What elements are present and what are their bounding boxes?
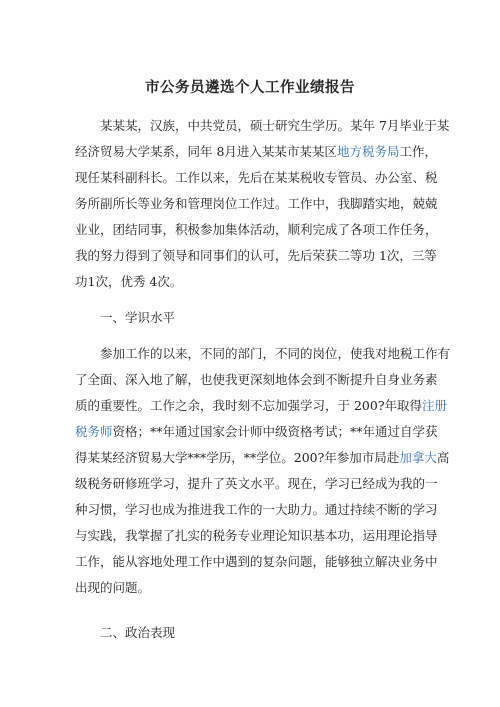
paragraph-line: 务所副所长等业务和管理岗位工作过。工作中，我脚踏实地，兢兢 (75, 196, 438, 211)
document-title: 市公务员遴选个人工作业绩报告 (145, 79, 355, 96)
paragraph-line: 出现的问题。 (75, 580, 151, 595)
paragraph-line: 我的努力得到了领导和同事们的认可，先后荣获二等功 1次，三等 (75, 248, 437, 263)
paragraph-line (75, 419, 438, 445)
paragraph-line: 工作，能从容地处理工作中遇到的复杂问题，能够独立解决业务中 (75, 554, 438, 569)
section-heading-political: 二、政治表现 (100, 625, 176, 640)
line-text: 工作， (399, 144, 437, 159)
paragraph-line: 了全面、深入地了解，也使我更深刻地体会到不断提升自身业务素 (75, 372, 438, 387)
paragraph-line: 业业，团结同事，积极参加集体活动，顺利完成了各项工作任务， (75, 222, 438, 237)
paragraph-line (75, 393, 448, 419)
paragraph-line: 现任某科副科长。工作以来，先后在某某税收专管员、办公室、税 (75, 170, 438, 185)
paragraph-line (75, 445, 450, 471)
canada-link[interactable]: 加拿大 (399, 450, 437, 465)
paragraph-line: 与实践，我掌握了扎实的税务专业理论知识基本功，运用理论指导 (75, 528, 438, 543)
line-text: 质的重要性。工作之余，我时刻不忘加强学习，于 200?年取得 (75, 398, 423, 413)
section-heading-academic: 一、学识水平 (100, 310, 176, 325)
line-text: 高 (436, 450, 450, 465)
paragraph-line: 某某某，汉族，中共党员，硕士研究生学历。某年 7月毕业于某 (100, 118, 450, 133)
line-text: 得某某经济贸易大学***学历，**学位。200?年参加市局赴 (75, 450, 400, 465)
line-text: 经济贸易大学某系，同年 8月进入某某市某某区 (75, 144, 337, 159)
paragraph-academic (75, 341, 451, 601)
line-text: 资格；**年通过国家会计师中级资格考试；**年通过自学获 (112, 424, 438, 439)
paragraph-line (75, 139, 437, 165)
paragraph-line: 种习惯，学习也成为推进我工作的一大助力。通过持续不断的学习 (75, 502, 438, 517)
paragraph-line: 功1次，优秀 4次。 (75, 274, 183, 289)
tax-agent-link[interactable]: 税务师 (75, 424, 113, 439)
paragraph-line: 参加工作的以来，不同的部门，不同的岗位，使我对地税工作有 (100, 346, 451, 361)
paragraph-intro (75, 113, 450, 295)
local-tax-bureau-link[interactable]: 地方税务局 (336, 144, 400, 159)
registered-link[interactable]: 注册 (422, 398, 448, 413)
paragraph-line: 级税务研修班学习，提升了英文水平。现在，学习已经成为我的一 (75, 476, 438, 491)
